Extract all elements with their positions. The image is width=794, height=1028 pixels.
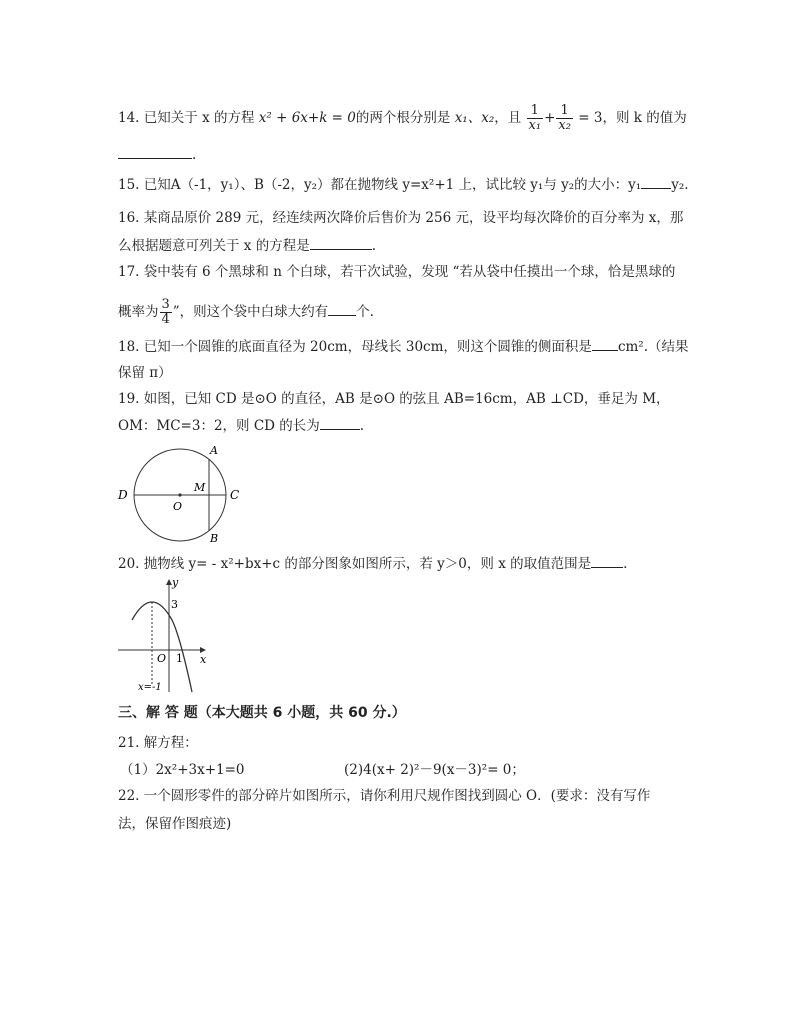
q16-text-1: 16. 某商品原价 289 元，经连续两次降价后售价为 256 元，设平均每次降价的百分率为 x，那 — [118, 210, 684, 226]
q21-part-1: （1）2x²+3x+1=0 — [120, 762, 245, 778]
q14-line2 — [118, 146, 196, 164]
q22-line1 — [118, 787, 650, 805]
q20-line1 — [118, 555, 627, 573]
q14-frac2-num: 1 — [556, 104, 573, 119]
q17-post: ”，则这个袋中白球大约有 — [172, 304, 329, 320]
q17-line1 — [118, 263, 675, 281]
label-o: O — [173, 500, 183, 513]
q17-end: 个. — [356, 304, 374, 320]
q19-line2 — [118, 417, 364, 435]
q20-answer-blank[interactable] — [591, 555, 623, 568]
q16-answer-blank[interactable] — [310, 237, 372, 250]
parabola-curve — [132, 602, 192, 692]
q14-cond-pre: ，且 — [494, 110, 522, 126]
q15-text: 15. 已知A（-1，y₁）、B（-2，y₂）都在抛物线 y=x²+1 上，试比较 y₁与 y₂的大小：y₁ — [118, 177, 642, 193]
q17-line2 — [118, 298, 374, 327]
label-d: D — [118, 488, 128, 502]
q14-number: 14. — [118, 110, 140, 126]
q18-text-2: 保留 π） — [118, 365, 172, 381]
label-1: 1 — [176, 652, 183, 665]
q14-frac1-num: 1 — [527, 104, 544, 119]
q14-fraction-1 — [527, 104, 544, 133]
q14-fraction-2 — [556, 104, 573, 133]
q15-line — [118, 176, 689, 194]
q14-mid: 的两个根分别是 — [355, 110, 451, 126]
q22-text-1: 22. 一个圆形零件的部分碎片如图所示，请你利用尺规作图找到圆心 O．(要求：没有写作 — [118, 788, 651, 804]
label-m: M — [194, 481, 206, 494]
q14-pre: 已知关于 x 的方程 — [143, 110, 255, 126]
section-3-title: 三、解 答 题（本大题共 6 小题，共 60 分.） — [118, 705, 406, 721]
q18-text-1: 18. 已知一个圆锥的底面直径为 20cm，母线长 30cm，则这个圆锥的侧面积是 — [118, 339, 592, 355]
q19-text-1: 19. 如图，已知 CD 是⊙O 的直径，AB 是⊙O 的弦且 AB=16cm，AB ⊥CD，垂足为 M， — [118, 391, 670, 407]
q17-fraction — [160, 298, 172, 327]
q21-part-2: (2)4(x+ 2)²－9(x－3)²= 0； — [344, 762, 525, 778]
label-b: B — [210, 532, 219, 545]
q14-line1 — [118, 104, 687, 133]
q22-line2 — [118, 815, 231, 833]
q18-unit: cm².（结果 — [617, 339, 689, 355]
q19-end: . — [359, 418, 365, 434]
q14-equation: x² + 6x+k = 0 — [258, 110, 356, 126]
label-y: y — [172, 576, 179, 589]
q19-answer-blank[interactable] — [320, 417, 360, 430]
q20-end: . — [623, 556, 628, 572]
q14-frac1-den: x₁ — [528, 118, 542, 133]
q14-post: ，则 k 的值为 — [602, 110, 687, 126]
q14-frac2-den: x₂ — [558, 118, 571, 133]
q14-answer-blank[interactable] — [118, 146, 192, 159]
q17-pre: 概率为 — [118, 304, 159, 320]
label-x: x — [200, 653, 207, 666]
q15-end: y₂. — [671, 177, 689, 193]
q15-answer-blank[interactable] — [641, 176, 671, 189]
q14-text — [118, 103, 687, 133]
q20-parabola-figure — [114, 574, 214, 696]
label-3: 3 — [171, 598, 178, 611]
q18-line2 — [118, 364, 172, 382]
q14-plus: + — [544, 110, 556, 126]
q17-frac-num: 3 — [161, 297, 170, 312]
q18-line1 — [118, 338, 689, 356]
q16-text-2: 么根据题意可列关于 x 的方程是 — [118, 238, 310, 254]
q17-text-1: 17. 袋中装有 6 个黑球和 n 个白球，若干次试验，发现 “若从袋中任摸出一个球，恰是黑球的 — [118, 264, 676, 280]
q17-answer-blank[interactable] — [328, 303, 356, 316]
q14-end: . — [192, 147, 197, 163]
label-x-eq-neg1: x=-1 — [138, 682, 162, 693]
q16-line2 — [118, 237, 376, 255]
q14-cond-rhs: = 3 — [578, 110, 603, 126]
section-3-heading — [118, 704, 406, 722]
q16-end: . — [371, 238, 376, 254]
label-c: C — [230, 488, 240, 502]
label-o-origin: O — [157, 652, 167, 665]
q17-frac-den: 4 — [161, 312, 170, 327]
center-point — [178, 493, 181, 496]
q18-answer-blank[interactable] — [592, 338, 618, 351]
q19-line1 — [118, 390, 670, 408]
q16-line1 — [118, 209, 683, 227]
q21-line2b — [344, 761, 525, 779]
q20-text: 20. 抛物线 y= - x²+bx+c 的部分图象如图所示，若 y＞0，则 x 的取值范围是 — [118, 556, 592, 572]
q19-circle-figure — [112, 440, 252, 546]
q19-text-2: OM：MC=3：2，则 CD 的长为 — [118, 418, 320, 434]
label-a: A — [210, 444, 218, 457]
q21-text: 21. 解方程： — [118, 735, 198, 751]
q21-line2 — [120, 761, 245, 779]
q22-text-2: 法，保留作图痕迹) — [118, 816, 232, 832]
q14-roots: x₁、x₂ — [454, 110, 495, 126]
q21-line1 — [118, 734, 198, 752]
